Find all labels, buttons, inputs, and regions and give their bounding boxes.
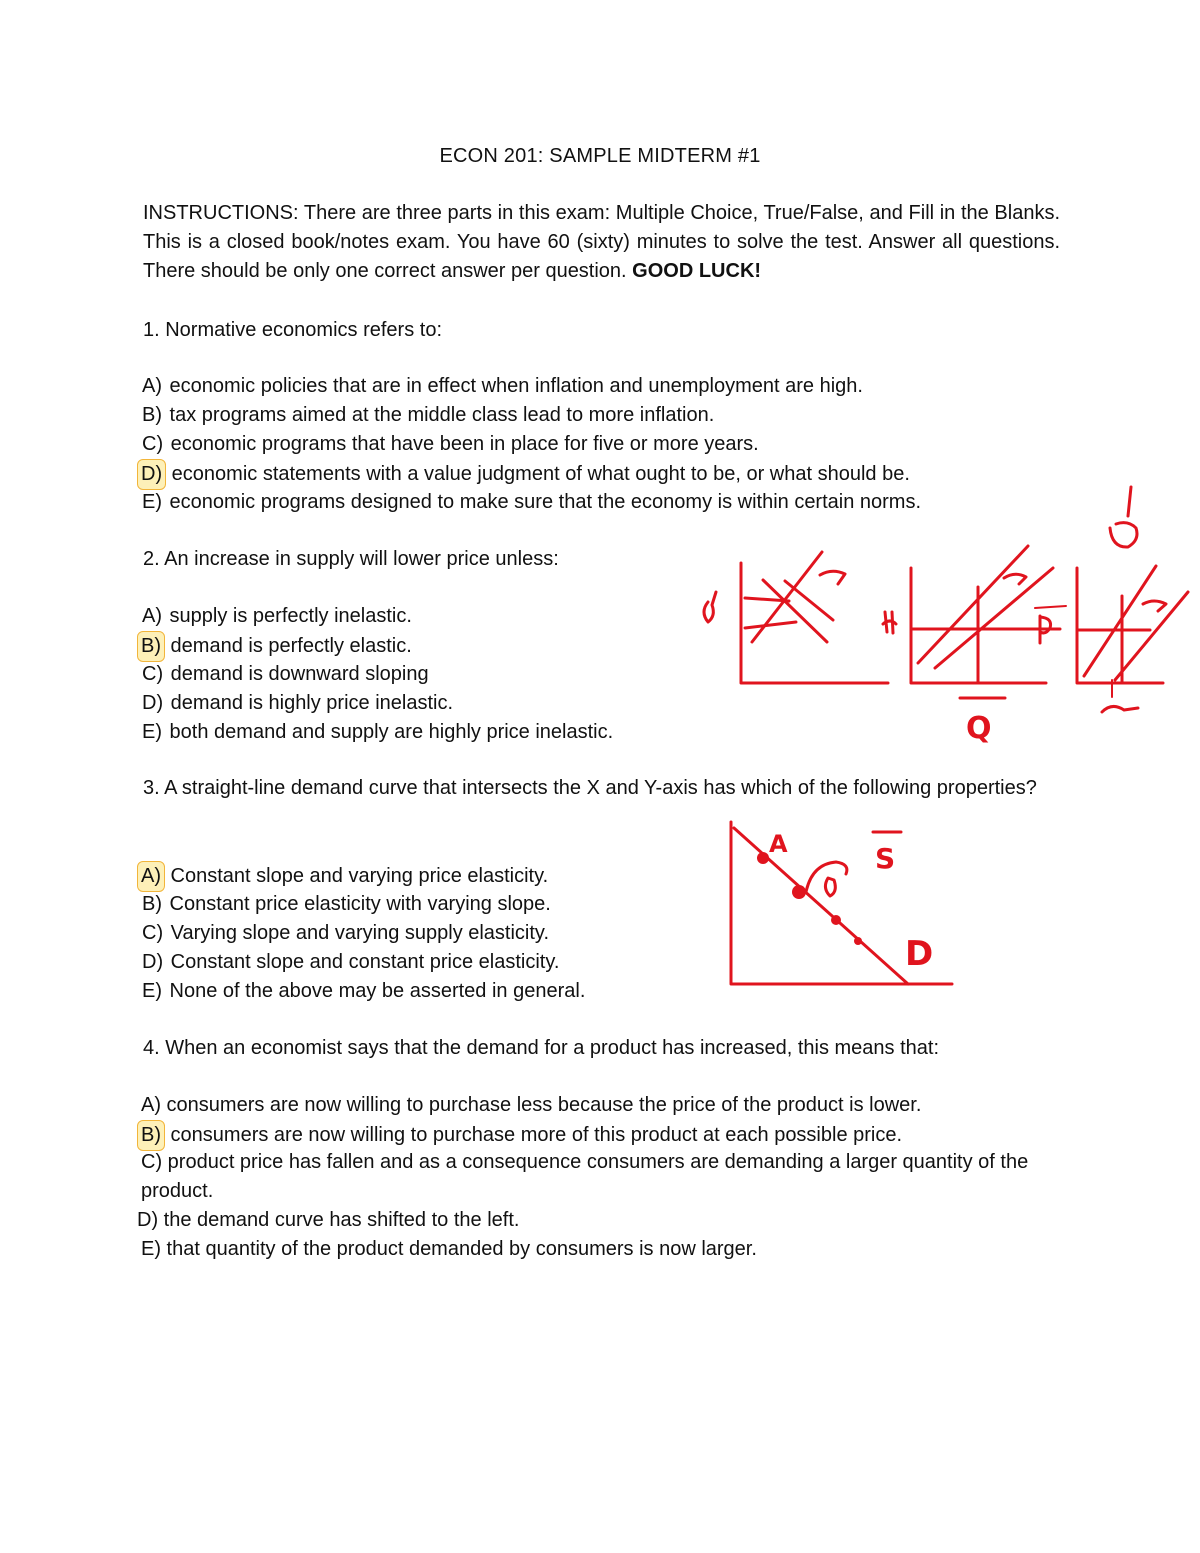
q3-point-lower — [831, 915, 841, 925]
option-letter: C) — [141, 1151, 163, 1173]
question-3-stem: 3. A straight-line demand curve that intersects the X and Y-axis has which of the following properties? — [143, 777, 1037, 799]
q3-point-lowest — [854, 937, 862, 945]
instructions-text: There are three parts in this exam: Multiple Choice, True/False, and Fill in the Blanks. This is a closed book/notes exam. You have 60 (sixty) minutes to solve the test. Answer all questions. There should be only one correct answer per question. — [143, 202, 1060, 282]
question-1-option-d[interactable] — [143, 459, 910, 490]
option-text: supply is perfectly inelastic. — [164, 605, 412, 627]
option-text: economic policies that are in effect when inflation and unemployment are high. — [164, 375, 863, 397]
option-text: both demand and supply are highly price inelastic. — [164, 721, 614, 743]
question-1-option-c[interactable] — [143, 430, 759, 459]
option-letter-highlighted: A) — [137, 861, 165, 892]
option-text: economic programs designed to make sure that the economy is within certain norms. — [164, 491, 922, 513]
option-letter: A) — [141, 1094, 161, 1116]
instructions-paragraph — [143, 199, 1060, 286]
question-4-option-d[interactable] — [137, 1206, 1057, 1235]
option-text: the demand curve has shifted to the left. — [158, 1209, 520, 1231]
option-text: Constant slope and varying price elasticity. — [165, 865, 549, 887]
question-2-option-e[interactable] — [143, 718, 613, 747]
question-4-option-a[interactable] — [141, 1091, 1061, 1120]
question-3-option-e[interactable] — [143, 977, 585, 1006]
option-text: consumers are now willing to purchase less because the price of the product is lower. — [161, 1094, 922, 1116]
option-letter: D) — [137, 1209, 159, 1231]
question-4-option-b[interactable] — [143, 1120, 1063, 1151]
question-3-option-a[interactable] — [143, 861, 548, 892]
q3-point-a — [757, 852, 769, 864]
question-1-option-b[interactable] — [143, 401, 714, 430]
q3-label-s: S — [875, 842, 896, 875]
question-1-stem: 1. Normative economics refers to: — [143, 319, 442, 341]
option-letter: C) — [142, 663, 164, 685]
q2-sketch-graph-2 — [883, 546, 1066, 698]
option-text: economic programs that have been in place for five or more years. — [165, 433, 759, 455]
q3-label-a: A — [769, 830, 788, 858]
instructions-good-luck: GOOD LUCK! — [632, 260, 762, 282]
question-4-option-e[interactable] — [141, 1235, 1061, 1264]
question-3-option-b[interactable] — [143, 890, 551, 919]
option-text: demand is highly price inelastic. — [165, 692, 454, 714]
option-letter: D) — [142, 692, 164, 714]
option-letter-highlighted: D) — [137, 459, 166, 490]
option-letter: D) — [142, 951, 164, 973]
option-text: Constant slope and constant price elasticity. — [165, 951, 560, 973]
instructions-label: INSTRUCTIONS: — [143, 202, 299, 224]
option-text: economic statements with a value judgment of what ought to be, or what should be. — [166, 463, 910, 485]
option-letter: B) — [142, 404, 162, 426]
question-1-option-a[interactable] — [143, 372, 863, 401]
option-text: product price has fallen and as a consequence consumers are demanding a larger quantity of the product. — [141, 1151, 1029, 1202]
q3-label-d: D — [905, 934, 934, 974]
option-letter: E) — [141, 1238, 161, 1260]
option-text: demand is downward sloping — [165, 663, 429, 685]
option-text: that quantity of the product demanded by consumers is now larger. — [161, 1238, 757, 1260]
option-text: None of the above may be asserted in general. — [164, 980, 586, 1002]
option-text: Varying slope and varying supply elasticity. — [165, 922, 550, 944]
option-letter: E) — [142, 980, 162, 1002]
exam-title: ECON 201: SAMPLE MIDTERM #1 — [439, 145, 761, 167]
option-letter: E) — [142, 721, 162, 743]
option-letter: A) — [142, 375, 162, 397]
question-4-stem: 4. When an economist says that the demand for a product has increased, this means that: — [143, 1037, 939, 1059]
option-letter-highlighted: B) — [137, 1120, 165, 1151]
option-text: consumers are now willing to purchase more of this product at each possible price. — [165, 1124, 903, 1146]
question-2-option-d[interactable] — [143, 689, 453, 718]
option-text: Constant price elasticity with varying slope. — [164, 893, 551, 915]
option-letter: B) — [142, 893, 162, 915]
option-text: demand is perfectly elastic. — [165, 635, 412, 657]
question-1-option-e[interactable] — [143, 488, 921, 517]
option-letter: C) — [142, 922, 164, 944]
option-text: tax programs aimed at the middle class lead to more inflation. — [164, 404, 715, 426]
q3-sketch-demand-graph — [731, 822, 952, 984]
question-4-option-c[interactable] — [141, 1148, 1051, 1206]
option-letter: C) — [142, 433, 164, 455]
q2-sketch-quantity-label: Q — [966, 711, 992, 746]
option-letter: A) — [142, 605, 162, 627]
question-3-option-c[interactable] — [143, 919, 549, 948]
option-letter-highlighted: B) — [137, 631, 165, 662]
question-2-option-a[interactable] — [143, 602, 412, 631]
q3-point-mid — [792, 885, 806, 899]
q2-sketch-graph-3 — [1077, 487, 1188, 712]
question-2-option-c[interactable] — [143, 660, 429, 689]
q2-sketch-graph-1 — [704, 552, 888, 683]
question-2-option-b[interactable] — [143, 631, 412, 662]
option-letter: E) — [142, 491, 162, 513]
question-2-stem: 2. An increase in supply will lower price unless: — [143, 548, 559, 570]
question-3-option-d[interactable] — [143, 948, 559, 977]
